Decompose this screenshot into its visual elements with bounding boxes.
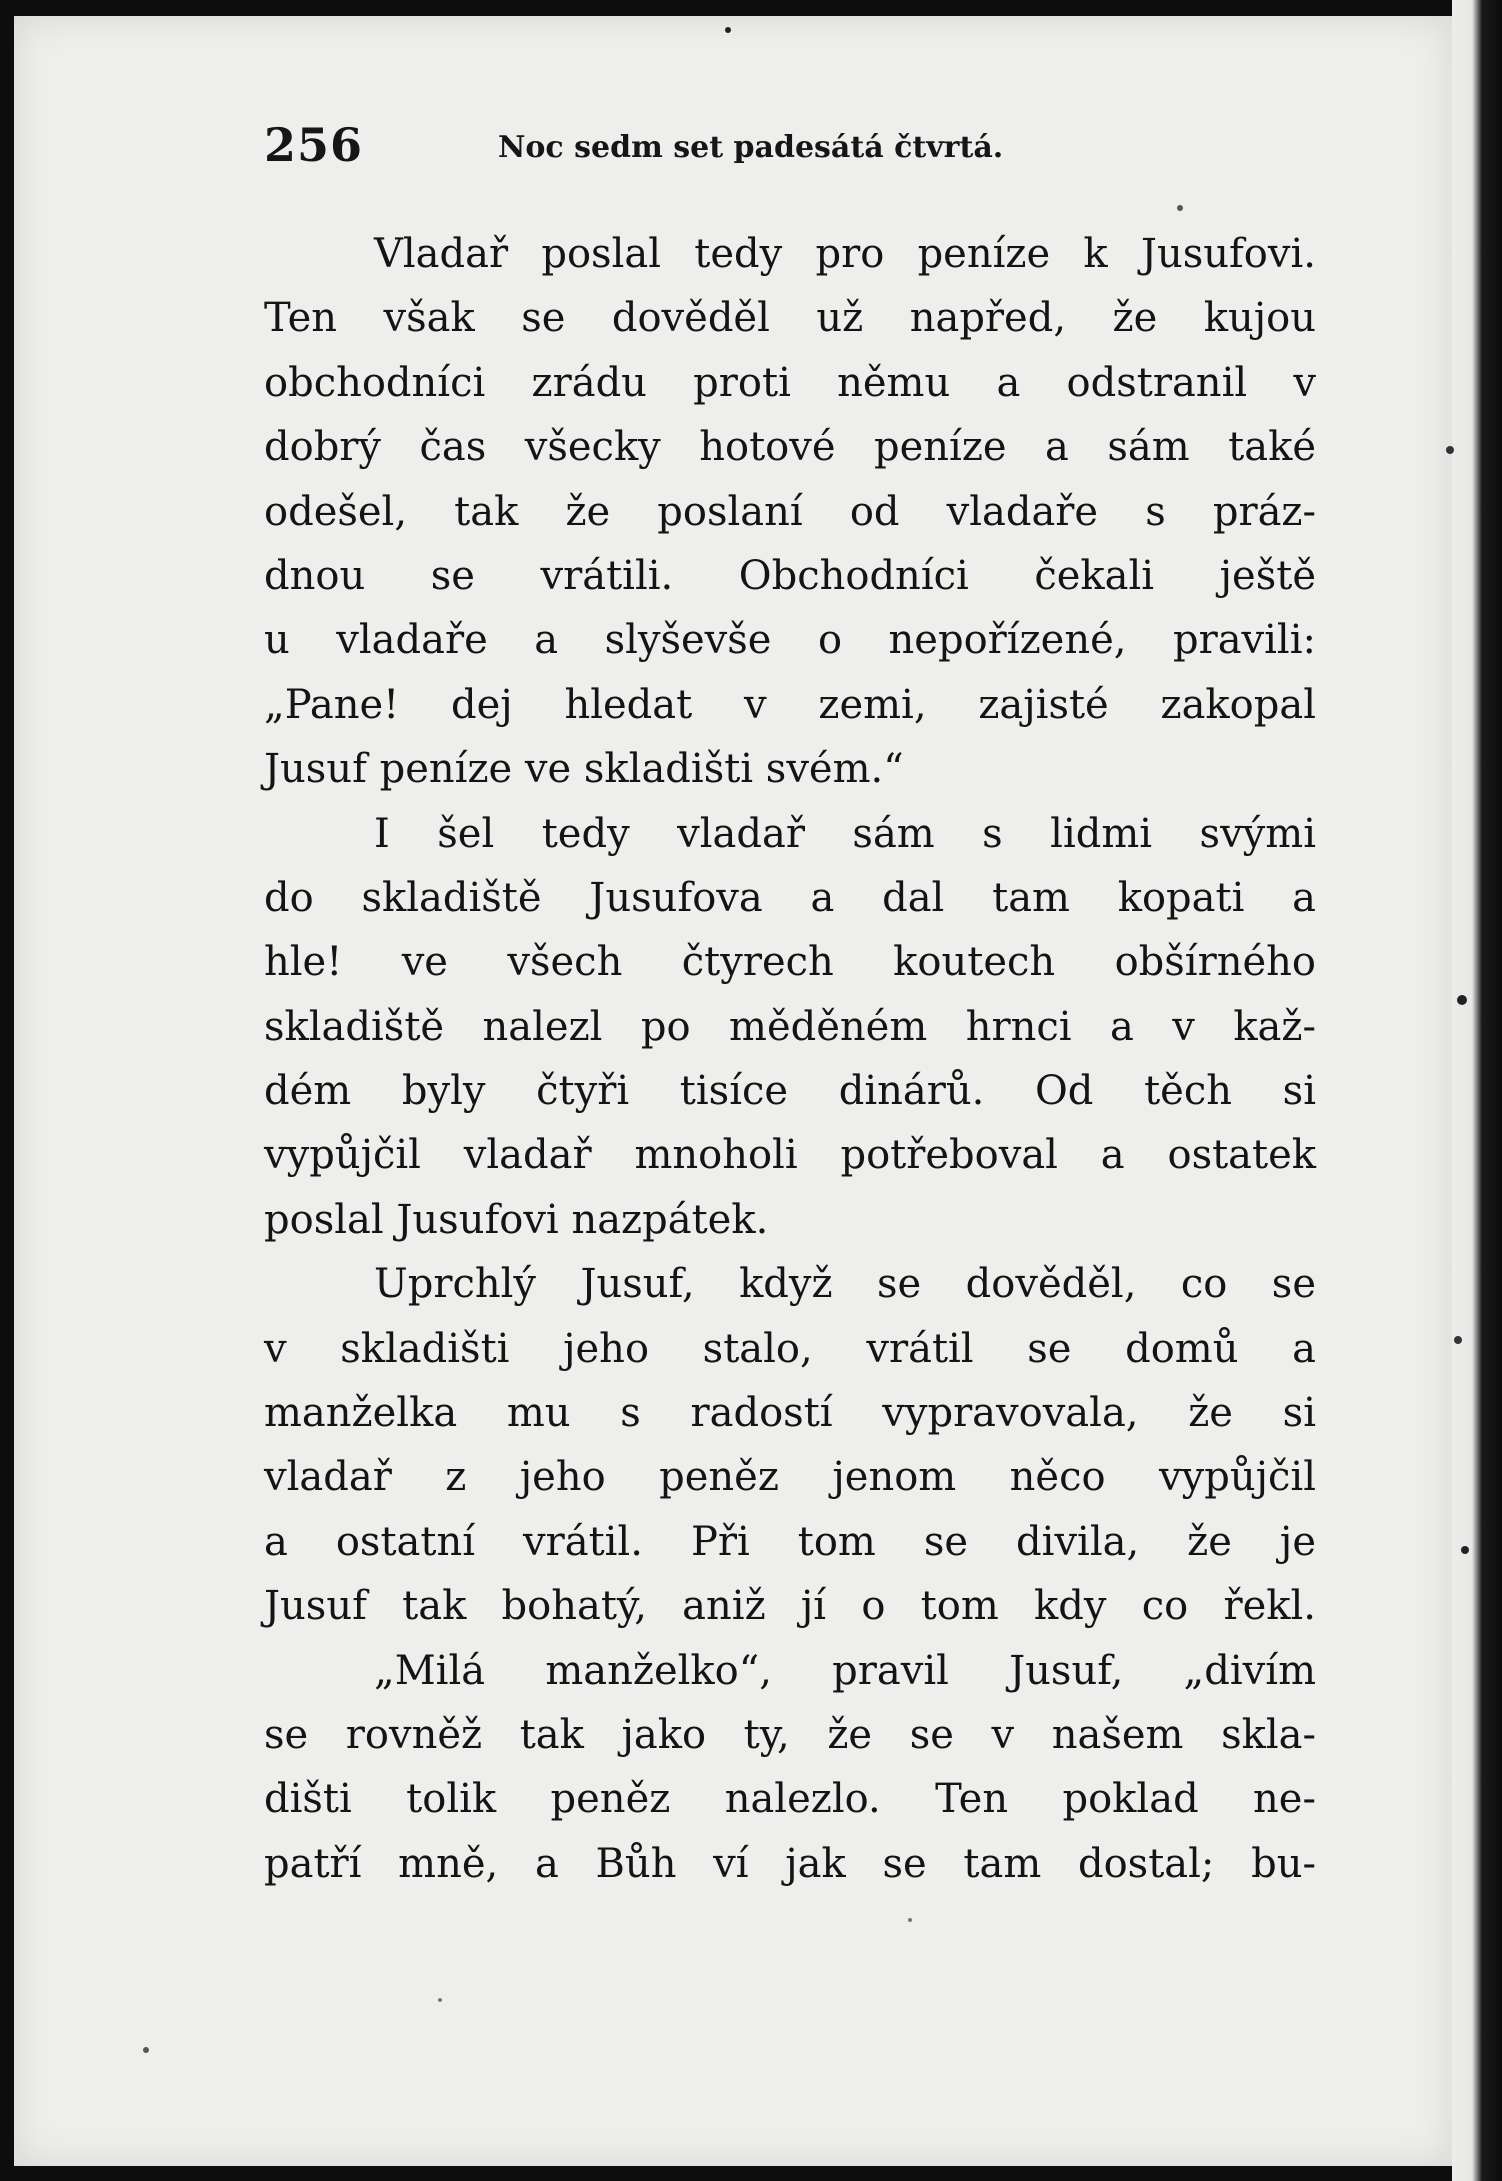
text-line: dém byly čtyři tisíce dinárů. Od těch si — [264, 1068, 1316, 1115]
page-header — [250, 118, 1300, 178]
text-line: vladař z jeho peněz jenom něco vypůjčil — [264, 1454, 1316, 1501]
text-line: manželka mu s radostí vypravovala, že si — [264, 1390, 1316, 1437]
text-line: „Milá manželko“, pravil Jusuf, „divím — [374, 1647, 1316, 1694]
text-line: Uprchlý Jusuf, když se dověděl, co se — [374, 1261, 1316, 1308]
page-body — [264, 222, 1316, 1896]
text-line: dišti tolik peněz nalezlo. Ten poklad ne- — [264, 1776, 1316, 1823]
text-line: v skladišti jeho stalo, vrátil se domů a — [264, 1325, 1316, 1372]
text-line: Vladař poslal tedy pro peníze k Jusufovi. — [374, 231, 1316, 277]
text-line: do skladiště Jusufova a dal tam kopati a — [264, 874, 1316, 921]
text-line: se rovněž tak jako ty, že se v našem skla- — [264, 1711, 1316, 1758]
text-line: I šel tedy vladař sám s lidmi svými — [374, 810, 1316, 857]
page-number: 256 — [264, 118, 364, 172]
text-line: u vladaře a slyševše o nepořízené, pravili: — [264, 617, 1316, 664]
text-line: Jusuf tak bohatý, aniž jí o tom kdy co řekl. — [264, 1583, 1316, 1630]
text-line: a ostatní vrátil. Při tom se divila, že je — [264, 1518, 1316, 1565]
text-line: „Pane! dej hledat v zemi, zajisté zakopal — [264, 681, 1316, 728]
text-line: Ten však se dověděl už napřed, že kujou — [264, 295, 1316, 342]
text-line: patří mně, a Bůh ví jak se tam dostal; bu- — [264, 1840, 1316, 1887]
text-line: dobrý čas všecky hotové peníze a sám také — [264, 424, 1316, 471]
text-line: dnou se vrátili. Obchodníci čekali ještě — [264, 552, 1316, 599]
text-line: skladiště nalezl po měděném hrnci a v kaž- — [264, 1003, 1316, 1050]
text-line: obchodníci zrádu proti němu a odstranil v — [264, 359, 1316, 406]
running-title: Noc sedm set padesátá čtvrtá. — [498, 130, 1004, 165]
text-line: hle! ve všech čtyrech koutech obšírného — [264, 939, 1316, 986]
text-line: vypůjčil vladař mnoholi potřeboval a ostatek — [264, 1132, 1316, 1179]
text-line: Jusuf peníze ve skladišti svém.“ — [264, 746, 904, 793]
book-edge — [1452, 0, 1502, 2181]
text-line: odešel, tak že poslaní od vladaře s práz- — [264, 488, 1316, 535]
text-line: poslal Jusufovi nazpátek. — [264, 1196, 769, 1243]
